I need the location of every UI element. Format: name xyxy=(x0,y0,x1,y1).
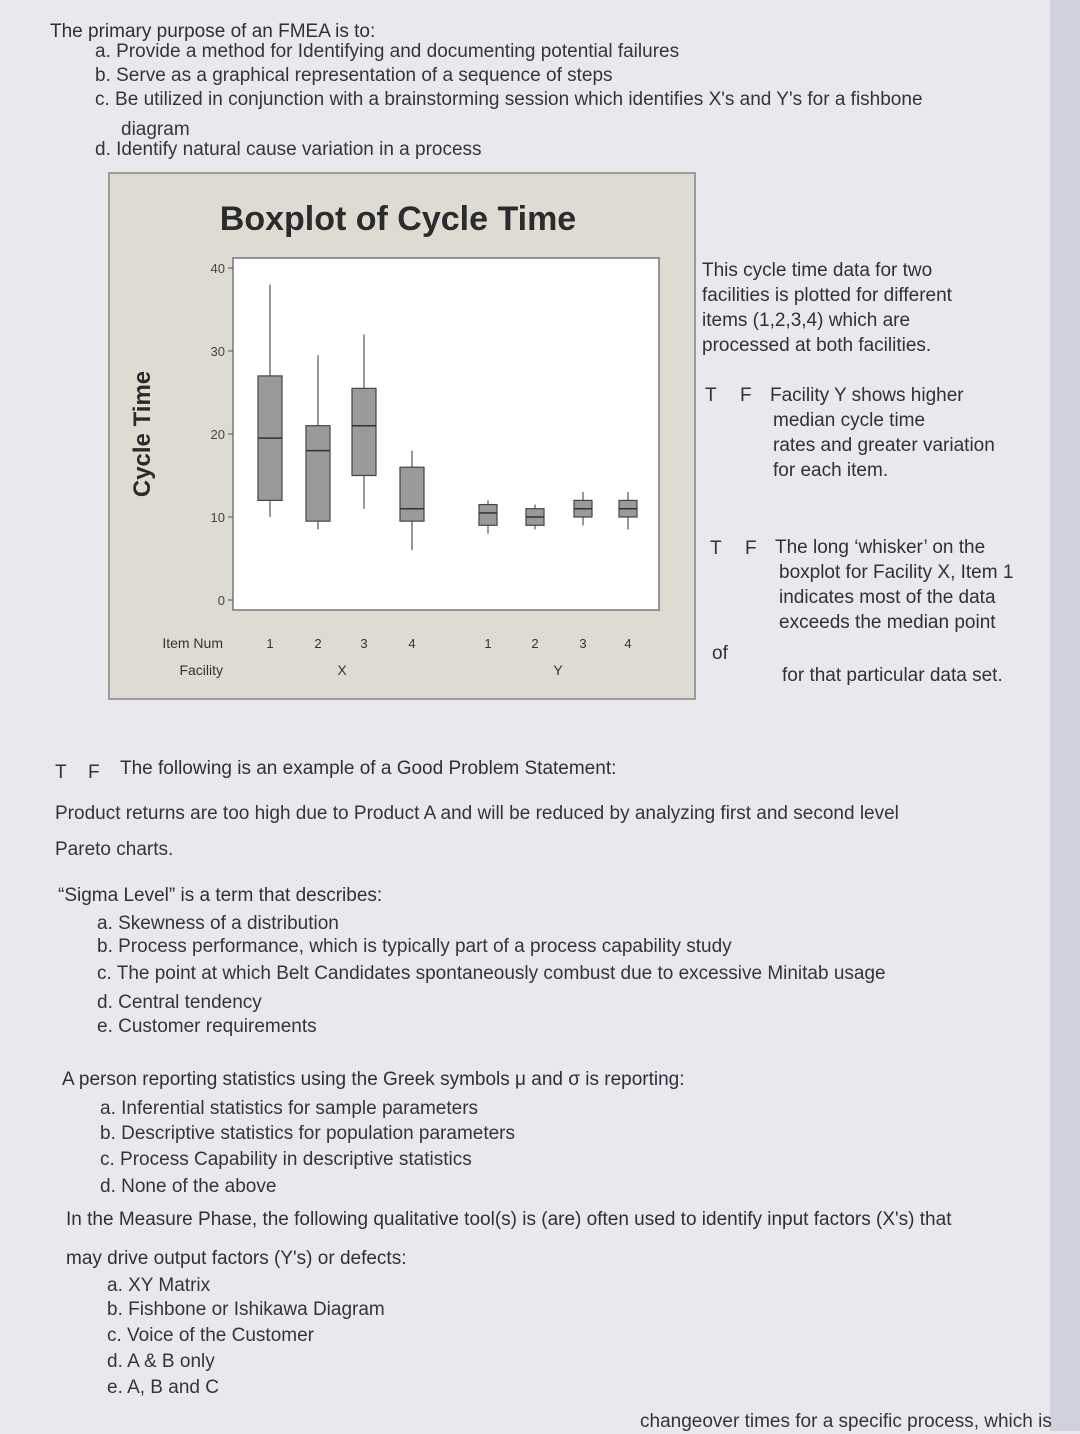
page-edge xyxy=(1050,0,1080,1431)
fmea-option-c-cont: diagram xyxy=(121,119,190,140)
box-Y-1 xyxy=(479,505,497,526)
y-tick-label: 10 xyxy=(210,510,225,525)
chart-title: Boxplot of Cycle Time xyxy=(219,200,577,238)
box-X-4 xyxy=(400,467,424,521)
row-label-item: Item Num xyxy=(162,635,223,651)
box-X-3 xyxy=(352,388,376,475)
measure-question-line2: may drive output factors (Y's) or defects: xyxy=(66,1248,407,1269)
fmea-question: The primary purpose of an FMEA is to: xyxy=(50,21,376,42)
y-tick-label: 30 xyxy=(210,344,225,359)
tf2-true[interactable]: T xyxy=(710,538,722,559)
row-label-facility: Facility xyxy=(179,662,223,678)
cutoff-line: changeover times for a specific process, which is xyxy=(640,1411,1052,1432)
tf2-false[interactable]: F xyxy=(745,538,757,559)
q3-true[interactable]: T xyxy=(55,762,67,783)
greek-option-c: c. Process Capability in descriptive statistics xyxy=(100,1149,472,1170)
tf2-line: The long ‘whisker’ on the xyxy=(775,537,986,558)
measure-option-c: c. Voice of the Customer xyxy=(107,1325,314,1346)
boxplot-chart xyxy=(108,172,698,702)
problem-statement-line2: Pareto charts. xyxy=(55,839,174,860)
fmea-option-c: c. Be utilized in conjunction with a brainstorming session which identifies X's and Y's for a fishbone xyxy=(95,89,923,110)
box-X-2 xyxy=(306,426,330,521)
greek-option-d: d. None of the above xyxy=(100,1176,277,1197)
description-line: facilities is plotted for different xyxy=(702,285,952,306)
sigma-option-a: a. Skewness of a distribution xyxy=(97,913,339,934)
item-tick-label: 4 xyxy=(624,636,632,651)
tf1-false[interactable]: F xyxy=(740,385,752,406)
tf2-of: of xyxy=(712,643,728,664)
greek-option-b: b. Descriptive statistics for population parameters xyxy=(100,1123,516,1144)
tf1-line: rates and greater variation xyxy=(773,435,995,456)
facility-label: X xyxy=(337,662,347,678)
q3-false[interactable]: F xyxy=(88,762,100,783)
item-tick-label: 3 xyxy=(360,636,368,651)
tf2-line: indicates most of the data xyxy=(779,587,996,608)
item-tick-label: 2 xyxy=(314,636,322,651)
plot-area xyxy=(233,258,659,610)
sigma-option-d: d. Central tendency xyxy=(97,992,262,1013)
measure-question-line1: In the Measure Phase, the following qualitative tool(s) is (are) often used to identify input factors (X's) that xyxy=(66,1209,952,1230)
tf1-line: for each item. xyxy=(773,460,889,481)
item-tick-label: 2 xyxy=(531,636,539,651)
tf2-statement xyxy=(775,535,1013,635)
description-line: This cycle time data for two xyxy=(702,260,933,281)
item-tick-label: 3 xyxy=(579,636,587,651)
description-line: items (1,2,3,4) which are xyxy=(702,310,911,331)
chart-description xyxy=(702,258,952,358)
item-tick-label: 4 xyxy=(408,636,416,651)
sigma-option-e: e. Customer requirements xyxy=(97,1016,317,1037)
tf1-true[interactable]: T xyxy=(705,385,717,406)
y-tick-label: 0 xyxy=(217,593,225,608)
item-tick-label: 1 xyxy=(266,636,274,651)
problem-statement-line1: Product returns are too high due to Product A and will be reduced by analyzing first and second level xyxy=(55,803,899,824)
measure-option-d: d. A & B only xyxy=(107,1351,215,1372)
tf1-line: Facility Y shows higher xyxy=(770,385,964,406)
tf2-line: boxplot for Facility X, Item 1 xyxy=(779,562,1014,583)
fmea-option-a: a. Provide a method for Identifying and documenting potential failures xyxy=(95,41,680,62)
tf2-last-line: for that particular data set. xyxy=(782,665,1003,686)
y-axis-label: Cycle Time xyxy=(129,370,156,498)
y-tick-label: 40 xyxy=(210,261,225,276)
description-line: processed at both facilities. xyxy=(702,335,932,356)
tf1-line: median cycle time xyxy=(773,410,926,431)
item-tick-label: 1 xyxy=(484,636,492,651)
fmea-option-b: b. Serve as a graphical representation of a sequence of steps xyxy=(95,65,613,86)
sigma-question: “Sigma Level” is a term that describes: xyxy=(58,885,383,906)
measure-option-e: e. A, B and C xyxy=(107,1377,219,1398)
sigma-option-c: c. The point at which Belt Candidates spontaneously combust due to excessive Minitab usage xyxy=(97,963,886,984)
greek-option-a: a. Inferential statistics for sample parameters xyxy=(100,1098,479,1119)
greek-question: A person reporting statistics using the Greek symbols μ and σ is reporting: xyxy=(62,1069,685,1090)
fmea-option-d: d. Identify natural cause variation in a process xyxy=(95,139,482,160)
tf2-line: exceeds the median point xyxy=(779,612,996,633)
y-tick-label: 20 xyxy=(210,427,225,442)
facility-label: Y xyxy=(553,662,563,678)
problem-statement-question: The following is an example of a Good Problem Statement: xyxy=(120,758,617,779)
measure-option-b: b. Fishbone or Ishikawa Diagram xyxy=(107,1299,385,1320)
sigma-option-b: b. Process performance, which is typically part of a process capability study xyxy=(97,936,732,957)
measure-option-a: a. XY Matrix xyxy=(107,1275,211,1296)
tf1-statement xyxy=(770,383,995,483)
